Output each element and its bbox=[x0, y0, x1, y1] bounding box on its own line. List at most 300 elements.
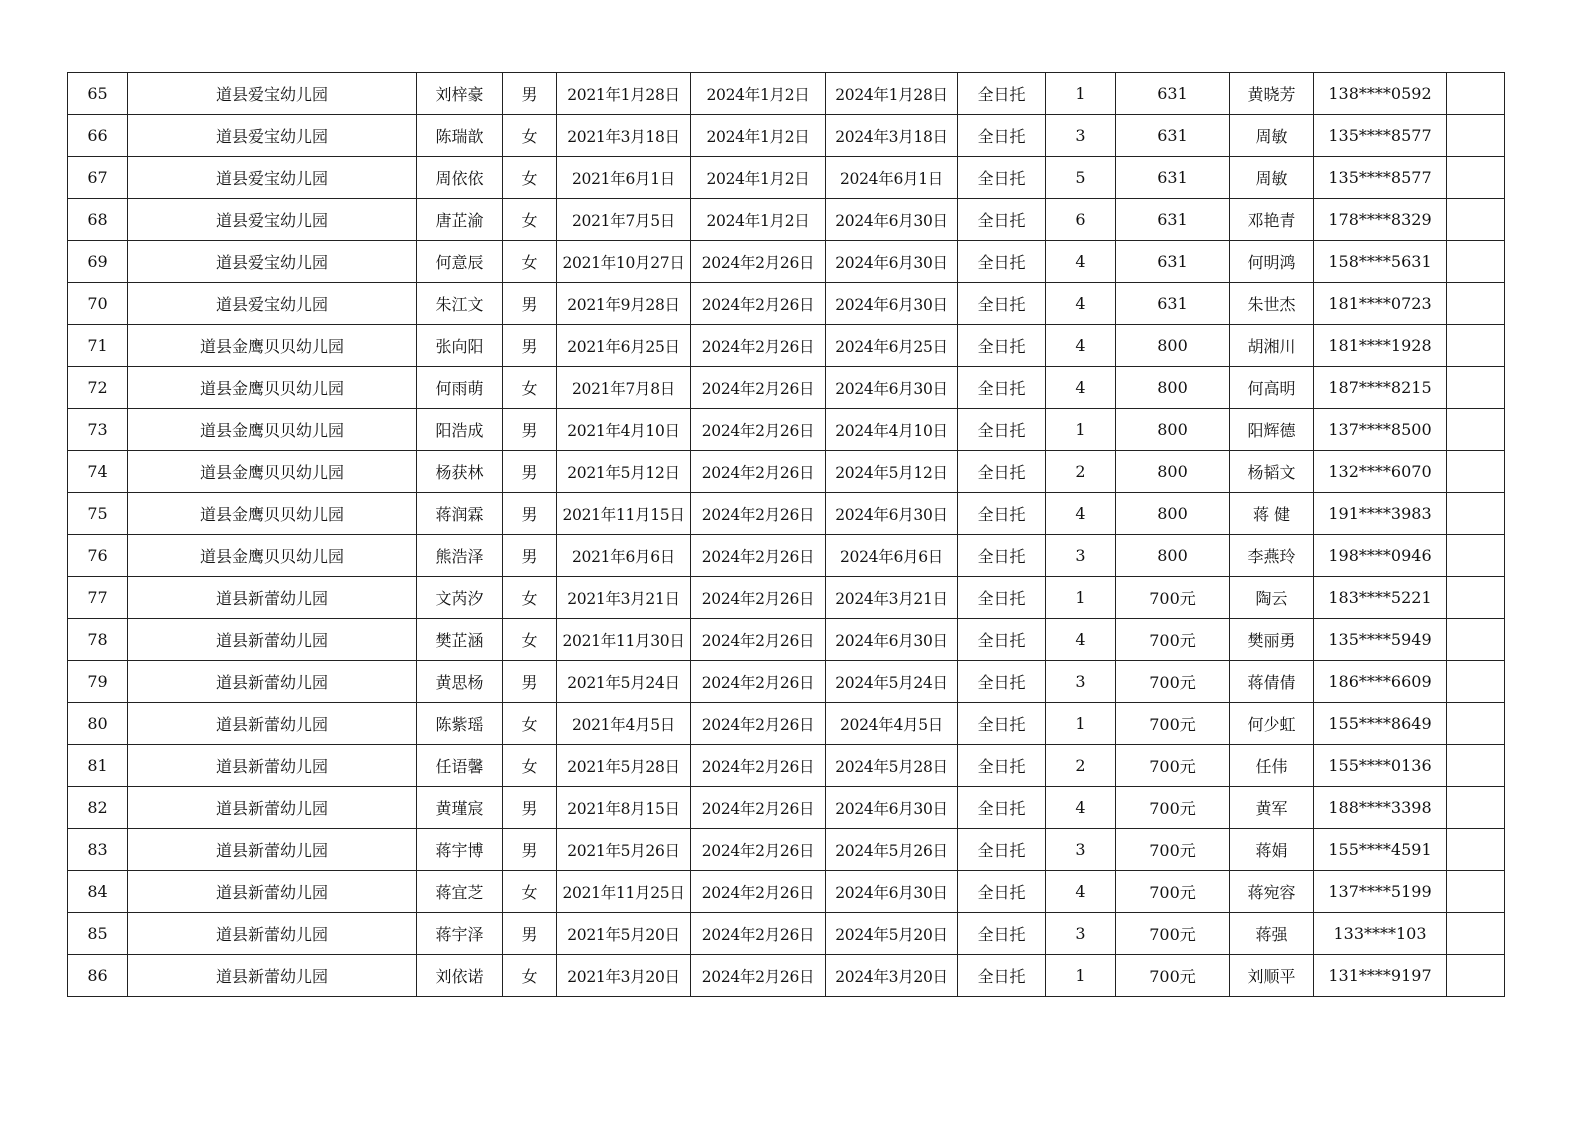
cell-months: 6 bbox=[1046, 199, 1116, 241]
table-row bbox=[68, 787, 1505, 829]
table-row bbox=[68, 73, 1505, 115]
cell-start-date: 2024年1月2日 bbox=[691, 73, 826, 115]
cell-end-date: 2024年5月28日 bbox=[826, 745, 958, 787]
cell-start-date: 2024年2月26日 bbox=[691, 325, 826, 367]
cell-months: 3 bbox=[1046, 913, 1116, 955]
cell-index: 80 bbox=[68, 703, 128, 745]
cell-months: 4 bbox=[1046, 283, 1116, 325]
cell-phone: 187****8215 bbox=[1314, 367, 1447, 409]
cell-remarks bbox=[1447, 829, 1505, 871]
cell-child-name: 刘依诺 bbox=[417, 955, 503, 997]
cell-birth-date: 2021年3月21日 bbox=[557, 577, 691, 619]
cell-birth-date: 2021年11月30日 bbox=[557, 619, 691, 661]
cell-months: 1 bbox=[1046, 955, 1116, 997]
table-body bbox=[68, 73, 1505, 997]
cell-phone: 188****3398 bbox=[1314, 787, 1447, 829]
cell-kindergarten: 道县新蕾幼儿园 bbox=[128, 787, 417, 829]
table-row bbox=[68, 577, 1505, 619]
cell-amount: 800 bbox=[1116, 325, 1230, 367]
cell-kindergarten: 道县新蕾幼儿园 bbox=[128, 913, 417, 955]
cell-months: 4 bbox=[1046, 367, 1116, 409]
cell-phone: 137****8500 bbox=[1314, 409, 1447, 451]
cell-care-type: 全日托 bbox=[958, 199, 1046, 241]
cell-start-date: 2024年1月2日 bbox=[691, 199, 826, 241]
cell-guardian: 任伟 bbox=[1230, 745, 1314, 787]
cell-remarks bbox=[1447, 283, 1505, 325]
cell-phone: 186****6609 bbox=[1314, 661, 1447, 703]
cell-index: 66 bbox=[68, 115, 128, 157]
cell-guardian: 周敏 bbox=[1230, 115, 1314, 157]
cell-guardian: 邓艳青 bbox=[1230, 199, 1314, 241]
cell-care-type: 全日托 bbox=[958, 409, 1046, 451]
cell-end-date: 2024年6月30日 bbox=[826, 493, 958, 535]
cell-guardian: 蒋倩倩 bbox=[1230, 661, 1314, 703]
cell-care-type: 全日托 bbox=[958, 115, 1046, 157]
cell-kindergarten: 道县新蕾幼儿园 bbox=[128, 745, 417, 787]
cell-care-type: 全日托 bbox=[958, 73, 1046, 115]
cell-end-date: 2024年5月12日 bbox=[826, 451, 958, 493]
cell-guardian: 蒋娟 bbox=[1230, 829, 1314, 871]
cell-birth-date: 2021年4月10日 bbox=[557, 409, 691, 451]
cell-gender: 女 bbox=[503, 745, 557, 787]
cell-index: 73 bbox=[68, 409, 128, 451]
cell-start-date: 2024年2月26日 bbox=[691, 241, 826, 283]
table-row bbox=[68, 157, 1505, 199]
cell-guardian: 刘顺平 bbox=[1230, 955, 1314, 997]
cell-kindergarten: 道县爱宝幼儿园 bbox=[128, 73, 417, 115]
cell-months: 1 bbox=[1046, 73, 1116, 115]
cell-end-date: 2024年6月30日 bbox=[826, 871, 958, 913]
cell-birth-date: 2021年3月20日 bbox=[557, 955, 691, 997]
cell-child-name: 黄瑾宸 bbox=[417, 787, 503, 829]
cell-phone: 191****3983 bbox=[1314, 493, 1447, 535]
cell-gender: 男 bbox=[503, 913, 557, 955]
cell-phone: 158****5631 bbox=[1314, 241, 1447, 283]
cell-amount: 700元 bbox=[1116, 913, 1230, 955]
cell-care-type: 全日托 bbox=[958, 829, 1046, 871]
cell-gender: 女 bbox=[503, 703, 557, 745]
cell-months: 1 bbox=[1046, 577, 1116, 619]
cell-index: 76 bbox=[68, 535, 128, 577]
cell-end-date: 2024年3月20日 bbox=[826, 955, 958, 997]
cell-end-date: 2024年6月25日 bbox=[826, 325, 958, 367]
cell-remarks bbox=[1447, 199, 1505, 241]
cell-gender: 男 bbox=[503, 829, 557, 871]
table-row bbox=[68, 871, 1505, 913]
cell-guardian: 何高明 bbox=[1230, 367, 1314, 409]
cell-birth-date: 2021年11月25日 bbox=[557, 871, 691, 913]
cell-start-date: 2024年2月26日 bbox=[691, 955, 826, 997]
cell-end-date: 2024年6月1日 bbox=[826, 157, 958, 199]
cell-amount: 631 bbox=[1116, 73, 1230, 115]
table-row bbox=[68, 535, 1505, 577]
cell-kindergarten: 道县新蕾幼儿园 bbox=[128, 703, 417, 745]
cell-gender: 女 bbox=[503, 871, 557, 913]
cell-index: 70 bbox=[68, 283, 128, 325]
cell-start-date: 2024年1月2日 bbox=[691, 115, 826, 157]
cell-end-date: 2024年3月21日 bbox=[826, 577, 958, 619]
cell-amount: 700元 bbox=[1116, 619, 1230, 661]
cell-months: 5 bbox=[1046, 157, 1116, 199]
cell-child-name: 黄思杨 bbox=[417, 661, 503, 703]
cell-kindergarten: 道县金鹰贝贝幼儿园 bbox=[128, 325, 417, 367]
cell-amount: 700元 bbox=[1116, 871, 1230, 913]
cell-guardian: 蒋强 bbox=[1230, 913, 1314, 955]
cell-gender: 女 bbox=[503, 157, 557, 199]
cell-birth-date: 2021年11月15日 bbox=[557, 493, 691, 535]
cell-child-name: 蒋宜芝 bbox=[417, 871, 503, 913]
cell-care-type: 全日托 bbox=[958, 577, 1046, 619]
cell-phone: 181****0723 bbox=[1314, 283, 1447, 325]
cell-end-date: 2024年5月24日 bbox=[826, 661, 958, 703]
cell-index: 83 bbox=[68, 829, 128, 871]
cell-months: 4 bbox=[1046, 871, 1116, 913]
cell-guardian: 黄晓芳 bbox=[1230, 73, 1314, 115]
cell-start-date: 2024年2月26日 bbox=[691, 577, 826, 619]
cell-kindergarten: 道县新蕾幼儿园 bbox=[128, 619, 417, 661]
cell-remarks bbox=[1447, 451, 1505, 493]
cell-phone: 181****1928 bbox=[1314, 325, 1447, 367]
cell-remarks bbox=[1447, 955, 1505, 997]
cell-phone: 155****8649 bbox=[1314, 703, 1447, 745]
cell-start-date: 2024年2月26日 bbox=[691, 493, 826, 535]
cell-index: 78 bbox=[68, 619, 128, 661]
cell-months: 2 bbox=[1046, 745, 1116, 787]
cell-birth-date: 2021年6月25日 bbox=[557, 325, 691, 367]
cell-kindergarten: 道县新蕾幼儿园 bbox=[128, 955, 417, 997]
cell-gender: 女 bbox=[503, 115, 557, 157]
cell-start-date: 2024年1月2日 bbox=[691, 157, 826, 199]
cell-care-type: 全日托 bbox=[958, 367, 1046, 409]
cell-phone: 135****8577 bbox=[1314, 157, 1447, 199]
cell-end-date: 2024年6月30日 bbox=[826, 787, 958, 829]
cell-phone: 137****5199 bbox=[1314, 871, 1447, 913]
cell-kindergarten: 道县新蕾幼儿园 bbox=[128, 577, 417, 619]
cell-remarks bbox=[1447, 115, 1505, 157]
cell-gender: 男 bbox=[503, 493, 557, 535]
cell-months: 4 bbox=[1046, 241, 1116, 283]
cell-months: 2 bbox=[1046, 451, 1116, 493]
cell-remarks bbox=[1447, 367, 1505, 409]
cell-index: 67 bbox=[68, 157, 128, 199]
table-row bbox=[68, 829, 1505, 871]
cell-birth-date: 2021年3月18日 bbox=[557, 115, 691, 157]
cell-kindergarten: 道县爱宝幼儿园 bbox=[128, 241, 417, 283]
cell-amount: 700元 bbox=[1116, 829, 1230, 871]
cell-months: 1 bbox=[1046, 409, 1116, 451]
cell-remarks bbox=[1447, 73, 1505, 115]
cell-phone: 155****4591 bbox=[1314, 829, 1447, 871]
cell-amount: 800 bbox=[1116, 493, 1230, 535]
cell-child-name: 樊芷涵 bbox=[417, 619, 503, 661]
cell-phone: 178****8329 bbox=[1314, 199, 1447, 241]
cell-gender: 男 bbox=[503, 661, 557, 703]
cell-kindergarten: 道县爱宝幼儿园 bbox=[128, 115, 417, 157]
cell-care-type: 全日托 bbox=[958, 535, 1046, 577]
cell-amount: 700元 bbox=[1116, 661, 1230, 703]
cell-amount: 631 bbox=[1116, 241, 1230, 283]
cell-end-date: 2024年6月30日 bbox=[826, 283, 958, 325]
cell-guardian: 杨韬文 bbox=[1230, 451, 1314, 493]
cell-amount: 800 bbox=[1116, 367, 1230, 409]
cell-guardian: 樊丽勇 bbox=[1230, 619, 1314, 661]
cell-birth-date: 2021年7月8日 bbox=[557, 367, 691, 409]
cell-amount: 800 bbox=[1116, 409, 1230, 451]
table-row bbox=[68, 703, 1505, 745]
cell-months: 3 bbox=[1046, 115, 1116, 157]
cell-remarks bbox=[1447, 913, 1505, 955]
cell-remarks bbox=[1447, 787, 1505, 829]
cell-index: 69 bbox=[68, 241, 128, 283]
cell-index: 86 bbox=[68, 955, 128, 997]
cell-birth-date: 2021年4月5日 bbox=[557, 703, 691, 745]
cell-guardian: 朱世杰 bbox=[1230, 283, 1314, 325]
cell-amount: 800 bbox=[1116, 535, 1230, 577]
cell-child-name: 朱江文 bbox=[417, 283, 503, 325]
cell-child-name: 杨获林 bbox=[417, 451, 503, 493]
cell-guardian: 何少虹 bbox=[1230, 703, 1314, 745]
cell-care-type: 全日托 bbox=[958, 325, 1046, 367]
cell-remarks bbox=[1447, 871, 1505, 913]
cell-end-date: 2024年6月30日 bbox=[826, 619, 958, 661]
cell-child-name: 蒋宇博 bbox=[417, 829, 503, 871]
cell-child-name: 文芮汐 bbox=[417, 577, 503, 619]
cell-child-name: 陈瑞歆 bbox=[417, 115, 503, 157]
cell-care-type: 全日托 bbox=[958, 661, 1046, 703]
cell-kindergarten: 道县新蕾幼儿园 bbox=[128, 661, 417, 703]
cell-start-date: 2024年2月26日 bbox=[691, 871, 826, 913]
cell-index: 74 bbox=[68, 451, 128, 493]
cell-guardian: 陶云 bbox=[1230, 577, 1314, 619]
cell-care-type: 全日托 bbox=[958, 787, 1046, 829]
table-row bbox=[68, 913, 1505, 955]
cell-kindergarten: 道县新蕾幼儿园 bbox=[128, 871, 417, 913]
cell-gender: 女 bbox=[503, 199, 557, 241]
cell-months: 4 bbox=[1046, 493, 1116, 535]
table-row bbox=[68, 409, 1505, 451]
cell-remarks bbox=[1447, 325, 1505, 367]
table-row bbox=[68, 115, 1505, 157]
cell-kindergarten: 道县爱宝幼儿园 bbox=[128, 157, 417, 199]
cell-index: 65 bbox=[68, 73, 128, 115]
cell-amount: 700元 bbox=[1116, 577, 1230, 619]
cell-guardian: 李燕玲 bbox=[1230, 535, 1314, 577]
cell-child-name: 唐芷渝 bbox=[417, 199, 503, 241]
table-row bbox=[68, 367, 1505, 409]
cell-start-date: 2024年2月26日 bbox=[691, 703, 826, 745]
cell-birth-date: 2021年8月15日 bbox=[557, 787, 691, 829]
cell-care-type: 全日托 bbox=[958, 451, 1046, 493]
cell-amount: 631 bbox=[1116, 199, 1230, 241]
table-row bbox=[68, 283, 1505, 325]
cell-kindergarten: 道县金鹰贝贝幼儿园 bbox=[128, 535, 417, 577]
cell-months: 4 bbox=[1046, 787, 1116, 829]
cell-index: 82 bbox=[68, 787, 128, 829]
cell-care-type: 全日托 bbox=[958, 283, 1046, 325]
cell-kindergarten: 道县爱宝幼儿园 bbox=[128, 199, 417, 241]
cell-child-name: 蒋润霖 bbox=[417, 493, 503, 535]
cell-amount: 631 bbox=[1116, 157, 1230, 199]
cell-months: 3 bbox=[1046, 829, 1116, 871]
cell-amount: 631 bbox=[1116, 283, 1230, 325]
cell-care-type: 全日托 bbox=[958, 913, 1046, 955]
cell-remarks bbox=[1447, 535, 1505, 577]
cell-phone: 138****0592 bbox=[1314, 73, 1447, 115]
cell-amount: 700元 bbox=[1116, 703, 1230, 745]
cell-amount: 631 bbox=[1116, 115, 1230, 157]
cell-birth-date: 2021年9月28日 bbox=[557, 283, 691, 325]
cell-birth-date: 2021年5月26日 bbox=[557, 829, 691, 871]
cell-gender: 女 bbox=[503, 577, 557, 619]
cell-child-name: 熊浩泽 bbox=[417, 535, 503, 577]
cell-birth-date: 2021年6月1日 bbox=[557, 157, 691, 199]
cell-end-date: 2024年6月30日 bbox=[826, 367, 958, 409]
cell-care-type: 全日托 bbox=[958, 955, 1046, 997]
table-row bbox=[68, 325, 1505, 367]
cell-months: 4 bbox=[1046, 619, 1116, 661]
table-row bbox=[68, 955, 1505, 997]
cell-care-type: 全日托 bbox=[958, 619, 1046, 661]
cell-birth-date: 2021年10月27日 bbox=[557, 241, 691, 283]
cell-index: 79 bbox=[68, 661, 128, 703]
cell-remarks bbox=[1447, 577, 1505, 619]
cell-child-name: 陈紫瑶 bbox=[417, 703, 503, 745]
cell-start-date: 2024年2月26日 bbox=[691, 829, 826, 871]
cell-kindergarten: 道县金鹰贝贝幼儿园 bbox=[128, 451, 417, 493]
cell-amount: 700元 bbox=[1116, 745, 1230, 787]
cell-kindergarten: 道县爱宝幼儿园 bbox=[128, 283, 417, 325]
cell-remarks bbox=[1447, 157, 1505, 199]
cell-start-date: 2024年2月26日 bbox=[691, 661, 826, 703]
cell-end-date: 2024年5月26日 bbox=[826, 829, 958, 871]
cell-kindergarten: 道县金鹰贝贝幼儿园 bbox=[128, 367, 417, 409]
cell-start-date: 2024年2月26日 bbox=[691, 409, 826, 451]
cell-phone: 133****103 bbox=[1314, 913, 1447, 955]
cell-end-date: 2024年4月10日 bbox=[826, 409, 958, 451]
cell-birth-date: 2021年7月5日 bbox=[557, 199, 691, 241]
cell-birth-date: 2021年5月24日 bbox=[557, 661, 691, 703]
cell-guardian: 阳辉德 bbox=[1230, 409, 1314, 451]
cell-kindergarten: 道县新蕾幼儿园 bbox=[128, 829, 417, 871]
cell-gender: 女 bbox=[503, 241, 557, 283]
cell-index: 72 bbox=[68, 367, 128, 409]
cell-end-date: 2024年1月28日 bbox=[826, 73, 958, 115]
cell-child-name: 周依依 bbox=[417, 157, 503, 199]
cell-guardian: 蒋宛容 bbox=[1230, 871, 1314, 913]
cell-index: 84 bbox=[68, 871, 128, 913]
cell-care-type: 全日托 bbox=[958, 871, 1046, 913]
subsidy-roster-table bbox=[67, 72, 1505, 997]
cell-child-name: 蒋宇泽 bbox=[417, 913, 503, 955]
cell-end-date: 2024年3月18日 bbox=[826, 115, 958, 157]
cell-child-name: 任语馨 bbox=[417, 745, 503, 787]
cell-remarks bbox=[1447, 703, 1505, 745]
table-row bbox=[68, 619, 1505, 661]
cell-start-date: 2024年2月26日 bbox=[691, 619, 826, 661]
cell-end-date: 2024年6月30日 bbox=[826, 199, 958, 241]
cell-remarks bbox=[1447, 493, 1505, 535]
cell-care-type: 全日托 bbox=[958, 157, 1046, 199]
cell-index: 85 bbox=[68, 913, 128, 955]
cell-child-name: 刘梓豪 bbox=[417, 73, 503, 115]
cell-gender: 男 bbox=[503, 325, 557, 367]
table-row bbox=[68, 745, 1505, 787]
cell-remarks bbox=[1447, 745, 1505, 787]
table-row bbox=[68, 199, 1505, 241]
cell-phone: 135****8577 bbox=[1314, 115, 1447, 157]
cell-index: 68 bbox=[68, 199, 128, 241]
cell-child-name: 何雨萌 bbox=[417, 367, 503, 409]
cell-amount: 800 bbox=[1116, 451, 1230, 493]
cell-months: 1 bbox=[1046, 703, 1116, 745]
cell-phone: 183****5221 bbox=[1314, 577, 1447, 619]
cell-start-date: 2024年2月26日 bbox=[691, 745, 826, 787]
cell-start-date: 2024年2月26日 bbox=[691, 535, 826, 577]
cell-phone: 198****0946 bbox=[1314, 535, 1447, 577]
cell-child-name: 张向阳 bbox=[417, 325, 503, 367]
cell-gender: 女 bbox=[503, 619, 557, 661]
cell-gender: 男 bbox=[503, 787, 557, 829]
cell-end-date: 2024年5月20日 bbox=[826, 913, 958, 955]
cell-remarks bbox=[1447, 409, 1505, 451]
cell-end-date: 2024年6月6日 bbox=[826, 535, 958, 577]
cell-months: 3 bbox=[1046, 661, 1116, 703]
cell-start-date: 2024年2月26日 bbox=[691, 913, 826, 955]
cell-phone: 132****6070 bbox=[1314, 451, 1447, 493]
cell-gender: 男 bbox=[503, 409, 557, 451]
cell-start-date: 2024年2月26日 bbox=[691, 451, 826, 493]
cell-guardian: 何明鸿 bbox=[1230, 241, 1314, 283]
cell-months: 3 bbox=[1046, 535, 1116, 577]
cell-index: 75 bbox=[68, 493, 128, 535]
cell-birth-date: 2021年1月28日 bbox=[557, 73, 691, 115]
cell-gender: 男 bbox=[503, 535, 557, 577]
cell-guardian: 黄军 bbox=[1230, 787, 1314, 829]
cell-index: 81 bbox=[68, 745, 128, 787]
cell-index: 77 bbox=[68, 577, 128, 619]
cell-amount: 700元 bbox=[1116, 955, 1230, 997]
cell-gender: 男 bbox=[503, 451, 557, 493]
table-row bbox=[68, 451, 1505, 493]
cell-remarks bbox=[1447, 619, 1505, 661]
table-row bbox=[68, 493, 1505, 535]
cell-care-type: 全日托 bbox=[958, 703, 1046, 745]
cell-phone: 131****9197 bbox=[1314, 955, 1447, 997]
cell-guardian: 蒋 健 bbox=[1230, 493, 1314, 535]
cell-phone: 135****5949 bbox=[1314, 619, 1447, 661]
cell-birth-date: 2021年6月6日 bbox=[557, 535, 691, 577]
table-row bbox=[68, 241, 1505, 283]
cell-guardian: 周敏 bbox=[1230, 157, 1314, 199]
cell-start-date: 2024年2月26日 bbox=[691, 787, 826, 829]
cell-phone: 155****0136 bbox=[1314, 745, 1447, 787]
cell-birth-date: 2021年5月20日 bbox=[557, 913, 691, 955]
cell-child-name: 何意辰 bbox=[417, 241, 503, 283]
cell-gender: 男 bbox=[503, 73, 557, 115]
cell-birth-date: 2021年5月28日 bbox=[557, 745, 691, 787]
cell-kindergarten: 道县金鹰贝贝幼儿园 bbox=[128, 493, 417, 535]
cell-gender: 女 bbox=[503, 367, 557, 409]
cell-birth-date: 2021年5月12日 bbox=[557, 451, 691, 493]
cell-kindergarten: 道县金鹰贝贝幼儿园 bbox=[128, 409, 417, 451]
cell-remarks bbox=[1447, 661, 1505, 703]
cell-care-type: 全日托 bbox=[958, 241, 1046, 283]
cell-end-date: 2024年4月5日 bbox=[826, 703, 958, 745]
table-row bbox=[68, 661, 1505, 703]
cell-months: 4 bbox=[1046, 325, 1116, 367]
cell-amount: 700元 bbox=[1116, 787, 1230, 829]
cell-remarks bbox=[1447, 241, 1505, 283]
